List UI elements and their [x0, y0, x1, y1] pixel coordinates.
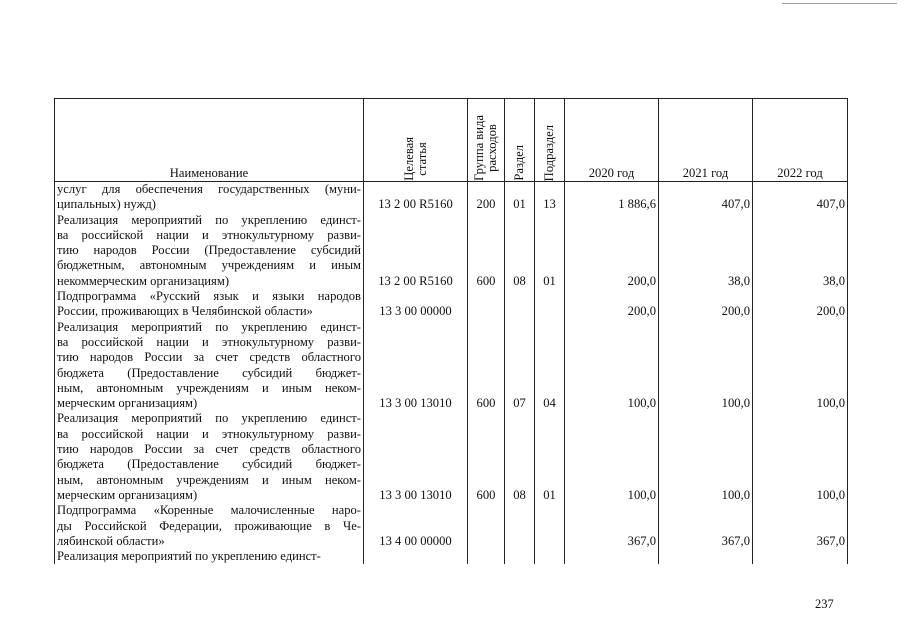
- row-expense-group: [468, 503, 505, 549]
- row-name-line: тию народов России за счет средств областного: [57, 442, 361, 457]
- row-name-line: ным, автономным учреждениям и иным неком-: [57, 472, 361, 487]
- row-name: [55, 503, 364, 549]
- row-expense-group: 600: [468, 411, 505, 503]
- header-expense-group-line1: Группа вида: [472, 115, 486, 181]
- row-subsection: 13: [535, 182, 565, 213]
- row-section: [505, 503, 535, 549]
- row-value-2021: 367,0: [659, 503, 753, 549]
- row-value-2021: 38,0: [659, 213, 753, 289]
- row-value-2022: 200,0: [753, 289, 848, 320]
- row-expense-group: [468, 549, 505, 564]
- page-number: 237: [815, 597, 834, 611]
- row-name-line: услуг для обеспечения государственных (муни-: [57, 182, 361, 196]
- header-year-2022: 2022 год: [753, 99, 848, 182]
- row-value-2021: 407,0: [659, 182, 753, 213]
- row-name: [55, 320, 364, 412]
- row-section: 08: [505, 213, 535, 289]
- row-value-2020: 367,0: [565, 503, 659, 549]
- row-name-line: ва российской нации и этнокультурному разви-: [57, 227, 361, 242]
- row-subsection: [535, 289, 565, 320]
- row-subsection: [535, 503, 565, 549]
- row-section: 08: [505, 411, 535, 503]
- table-row: [55, 213, 848, 289]
- row-name-line: ным, автономным учреждениям и иным неком-: [57, 380, 361, 395]
- row-name-line: тию народов России (Предоставление субсидий: [57, 243, 361, 258]
- table-row: [55, 549, 848, 564]
- row-name-line: бюджета (Предоставление субсидий бюджет-: [57, 457, 361, 472]
- row-name-line: бюджетным, автономным учреждениям и иным: [57, 258, 361, 273]
- header-section-label: Раздел: [512, 145, 526, 181]
- row-name-line: мерческим организациям): [57, 487, 198, 502]
- row-value-2021: [659, 549, 753, 564]
- table-row: [55, 411, 848, 503]
- row-value-2020: 200,0: [565, 213, 659, 289]
- row-section: 07: [505, 320, 535, 412]
- row-subsection: 01: [535, 411, 565, 503]
- table-row: [55, 182, 848, 213]
- row-name-line: бюджета (Предоставление субсидий бюджет-: [57, 365, 361, 380]
- row-subsection: [535, 549, 565, 564]
- row-name: [55, 213, 364, 289]
- row-name-line: ва российской нации и этнокультурному разви-: [57, 426, 361, 441]
- row-value-2022: 38,0: [753, 213, 848, 289]
- header-target-article: [364, 99, 468, 182]
- row-name-line: Реализация мероприятий по укреплению единст-: [57, 549, 321, 564]
- row-name: [55, 549, 364, 564]
- row-value-2022: 407,0: [753, 182, 848, 213]
- row-name-line: России, проживающих в Челябинской области»: [57, 304, 313, 319]
- header-expense-group: [468, 99, 505, 182]
- row-value-2020: 100,0: [565, 320, 659, 412]
- row-value-2021: 200,0: [659, 289, 753, 320]
- budget-table: [54, 98, 848, 564]
- row-name-line: Реализация мероприятий по укреплению единст-: [57, 411, 361, 426]
- table-row: [55, 320, 848, 412]
- row-name-line: ды Российской Федерации, проживающие в Че-: [57, 518, 361, 533]
- top-rule: [782, 3, 897, 4]
- row-expense-group: [468, 289, 505, 320]
- row-value-2022: 367,0: [753, 503, 848, 549]
- row-name-line: тию народов России за счет средств областного: [57, 350, 361, 365]
- row-value-2021: 100,0: [659, 411, 753, 503]
- row-target-article: 13 4 00 00000: [364, 503, 468, 549]
- row-name-line: Подпрограмма «Коренные малочисленные наро-: [57, 503, 361, 518]
- row-target-article: 13 2 00 R5160: [364, 182, 468, 213]
- row-name-line: Подпрограмма «Русский язык и языки народов: [57, 289, 361, 304]
- row-value-2020: 200,0: [565, 289, 659, 320]
- row-name-line: Реализация мероприятий по укреплению единст-: [57, 212, 361, 227]
- header-subsection-label: Подраздел: [542, 124, 556, 181]
- row-name: [55, 289, 364, 320]
- row-name-line: лябинской области»: [57, 533, 165, 548]
- row-name-line: ципальных) нужд): [57, 197, 156, 212]
- header-expense-group-line2: расходов: [485, 124, 499, 172]
- row-name-line: ва российской нации и этнокультурному разви-: [57, 334, 361, 349]
- header-year-2020: 2020 год: [565, 99, 659, 182]
- header-section: [505, 99, 535, 182]
- row-value-2021: 100,0: [659, 320, 753, 412]
- header-target-article-line1: Целевая: [401, 137, 416, 181]
- header-target-article-line2: статья: [414, 142, 429, 176]
- table-row: [55, 503, 848, 549]
- row-target-article: 13 3 00 13010: [364, 411, 468, 503]
- row-section: [505, 289, 535, 320]
- row-value-2020: [565, 549, 659, 564]
- row-name: [55, 182, 364, 213]
- row-section: 01: [505, 182, 535, 213]
- header-subsection: [535, 99, 565, 182]
- row-target-article: 13 3 00 13010: [364, 320, 468, 412]
- row-section: [505, 549, 535, 564]
- row-target-article: 13 3 00 00000: [364, 289, 468, 320]
- row-name-line: Реализация мероприятий по укреплению единст-: [57, 319, 361, 334]
- table-body: [55, 182, 848, 565]
- row-name-line: некоммерческим организациям): [57, 273, 230, 288]
- row-expense-group: 600: [468, 213, 505, 289]
- row-value-2020: 100,0: [565, 411, 659, 503]
- row-target-article: [364, 549, 468, 564]
- row-subsection: 04: [535, 320, 565, 412]
- row-value-2020: 1 886,6: [565, 182, 659, 213]
- row-name: [55, 411, 364, 503]
- row-value-2022: 100,0: [753, 320, 848, 412]
- row-subsection: 01: [535, 213, 565, 289]
- row-value-2022: [753, 549, 848, 564]
- row-value-2022: 100,0: [753, 411, 848, 503]
- table-row: [55, 289, 848, 320]
- row-name-line: мерческим организациям): [57, 396, 198, 411]
- header-name: Наименование: [55, 99, 364, 182]
- row-target-article: 13 2 00 R5160: [364, 213, 468, 289]
- table-header-row: [55, 99, 848, 182]
- row-expense-group: 200: [468, 182, 505, 213]
- row-expense-group: 600: [468, 320, 505, 412]
- header-year-2021: 2021 год: [659, 99, 753, 182]
